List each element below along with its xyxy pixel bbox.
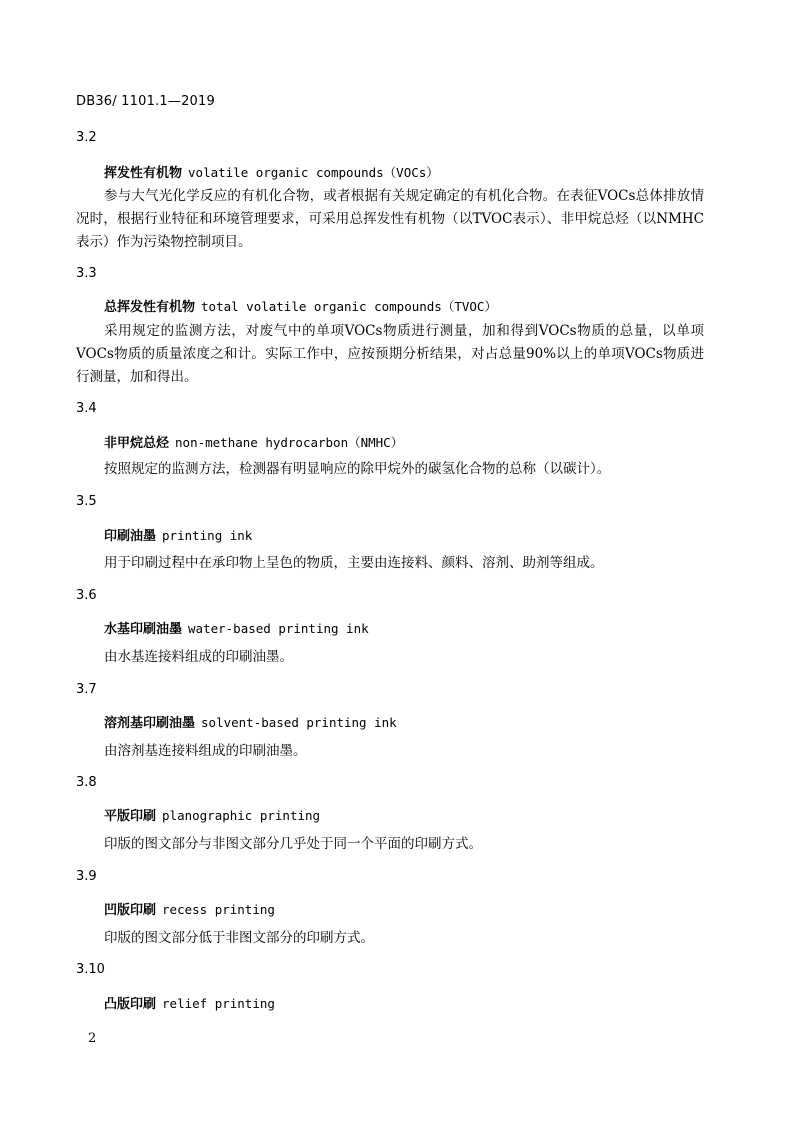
term-chinese: 非甲烷总烃 [104,436,170,451]
entry-term [104,805,320,824]
entry-number: 3.7 [76,682,97,697]
term-chinese: 挥发性有机物 [104,166,183,181]
term-english: volatile organic compounds（VOCs） [188,165,439,180]
entry-term [104,525,252,544]
entry-definition: 采用规定的监测方法，对废气中的单项VOCs物质进行测量，加和得到VOCs物质的总量，以单项VOCs物质的质量浓度之和计。实际工作中，应按预期分析结果，对占总量90%以上的单项VOCs物质进行测量，加和得出。 [76,323,704,385]
entry-term [104,712,397,731]
entry-term [104,899,275,918]
document-id: DB36/ 1101.1—2019 [76,94,215,109]
entry-term [104,432,403,451]
entry-term [104,993,275,1012]
term-english: planographic printing [162,808,321,823]
entry-term [104,296,497,315]
entry-number: 3.5 [76,494,97,509]
term-english: water-based printing ink [188,621,369,636]
entry-term [104,162,439,181]
entry-number: 3.9 [76,869,97,884]
entry-definition: 印版的图文部分与非图文部分几乎处于同一个平面的印刷方式。 [104,836,482,852]
page-number: 2 [88,1031,97,1046]
entry-number: 3.4 [76,401,97,416]
entry-number: 3.2 [76,130,97,145]
term-english: non-methane hydrocarbon（NMHC） [175,435,404,450]
entry-definition: 由溶剂基连接料组成的印刷油墨。 [104,743,307,759]
term-chinese: 平版印刷 [104,809,157,824]
entry-number: 3.3 [76,266,97,281]
term-english: recess printing [162,902,275,917]
term-chinese: 水基印刷油墨 [104,622,183,637]
term-english: total volatile organic compounds（TVOC） [201,299,497,314]
term-chinese: 印刷油墨 [104,529,157,544]
entry-definition: 参与大气光化学反应的有机化合物，或者根据有关规定确定的有机化合物。在表征VOCs总体排放情况时，根据行业特征和环境管理要求，可采用总挥发性有机物（以TVOC表示）、非甲烷总烃（以NMHC表示）作为污染物控制项目。 [76,188,704,250]
entry-definition: 用于印刷过程中在承印物上呈色的物质，主要由连接料、颜料、溶剂、助剂等组成。 [104,555,604,571]
term-chinese: 凹版印刷 [104,903,157,918]
entry-number: 3.6 [76,588,97,603]
entry-definition: 按照规定的监测方法，检测器有明显响应的除甲烷外的碳氢化合物的总称（以碳计）。 [104,461,611,477]
term-chinese: 凸版印刷 [104,997,157,1012]
term-chinese: 溶剂基印刷油墨 [104,716,196,731]
entry-definition: 由水基连接料组成的印刷油墨。 [104,649,293,665]
entry-term [104,618,369,637]
entry-number: 3.10 [76,962,105,977]
term-english: relief printing [162,996,275,1011]
term-chinese: 总挥发性有机物 [104,300,196,315]
term-english: solvent-based printing ink [201,715,397,730]
entry-definition: 印版的图文部分低于非图文部分的印刷方式。 [104,930,374,946]
entry-number: 3.8 [76,775,97,790]
term-english: printing ink [162,528,253,543]
